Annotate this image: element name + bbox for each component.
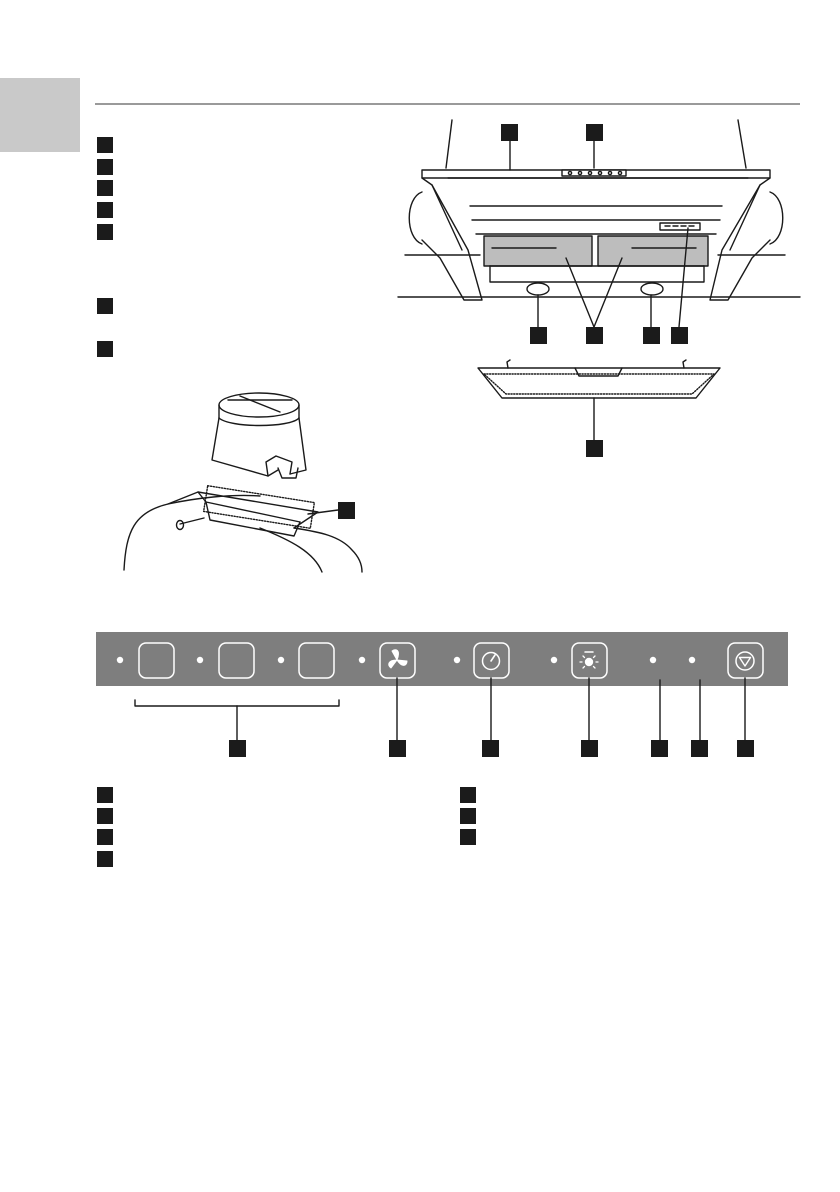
carbon-filter-drawing <box>124 486 362 572</box>
grease-filter-drawing <box>478 360 720 440</box>
outlet-adapter-drawing <box>212 393 306 478</box>
hood-drawing <box>398 120 800 327</box>
panel-callout-lines <box>135 678 745 740</box>
control-panel <box>96 632 788 686</box>
